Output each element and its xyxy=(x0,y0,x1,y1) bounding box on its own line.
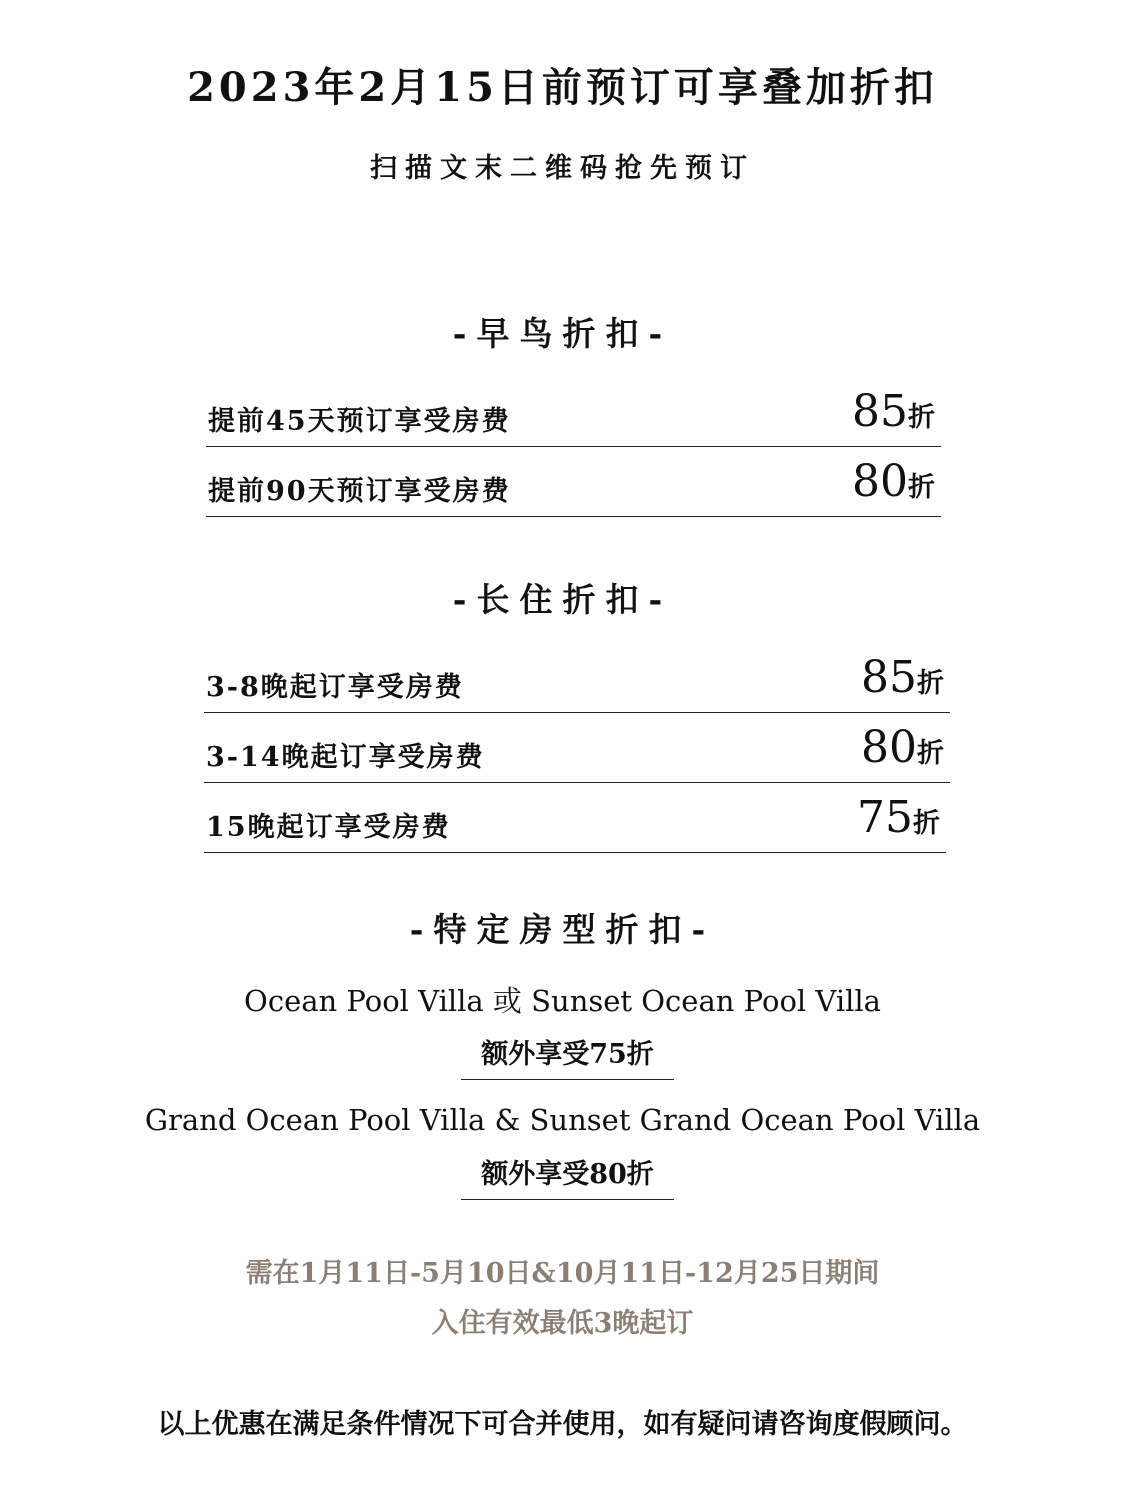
extra-discount: 额外享受75折 xyxy=(461,1032,674,1080)
discount-number: 80 xyxy=(861,722,917,773)
discount-row xyxy=(206,376,941,447)
discount-value xyxy=(861,652,944,710)
villa-names: Ocean Pool Villa 或 Sunset Ocean Pool Villa xyxy=(244,984,881,1018)
discount-number: 80 xyxy=(852,456,908,507)
validity-note-line-2: 入住有效最低3晚起订 xyxy=(431,1308,694,1339)
discount-label: 提前45天预订享受房费 xyxy=(208,406,511,437)
discount-unit: 折 xyxy=(908,402,935,433)
page-subtitle: 扫描文末二维码抢先预订 xyxy=(370,153,755,184)
discount-row xyxy=(206,446,941,517)
footer-disclaimer: 以上优惠在满足条件情况下可合并使用，如有疑问请咨询度假顾问。 xyxy=(157,1409,968,1440)
discount-label: 15晚起订享受房费 xyxy=(206,812,451,843)
discount-row xyxy=(204,782,946,853)
discount-value xyxy=(861,722,944,780)
discount-number: 85 xyxy=(852,386,908,437)
discount-unit: 折 xyxy=(917,738,944,769)
discount-unit: 折 xyxy=(917,668,944,699)
discount-label: 3-8晚起订享受房费 xyxy=(206,672,464,703)
discount-row xyxy=(204,642,950,713)
page-title: 2023年2月15日前预订可享叠加折扣 xyxy=(187,64,938,111)
validity-note-line-1: 需在1月11日-5月10日&10月11日-12月25日期间 xyxy=(245,1258,880,1289)
discount-number: 75 xyxy=(857,792,913,843)
discount-row xyxy=(204,712,950,783)
discount-value xyxy=(857,792,940,850)
discount-unit: 折 xyxy=(913,808,940,839)
section-heading-room-type: -特定房型折扣- xyxy=(409,910,716,949)
section-heading-early-bird: -早鸟折扣- xyxy=(452,314,673,353)
discount-label: 提前90天预订享受房费 xyxy=(208,476,511,507)
discount-value xyxy=(852,456,935,514)
villa-names: Grand Ocean Pool Villa & Sunset Grand Ocean Pool Villa xyxy=(144,1103,981,1137)
discount-number: 85 xyxy=(861,652,917,703)
extra-discount: 额外享受80折 xyxy=(461,1152,674,1200)
discount-unit: 折 xyxy=(908,472,935,503)
discount-label: 3-14晚起订享受房费 xyxy=(206,742,485,773)
section-heading-long-stay: -长住折扣- xyxy=(452,580,673,619)
discount-value xyxy=(852,386,935,444)
